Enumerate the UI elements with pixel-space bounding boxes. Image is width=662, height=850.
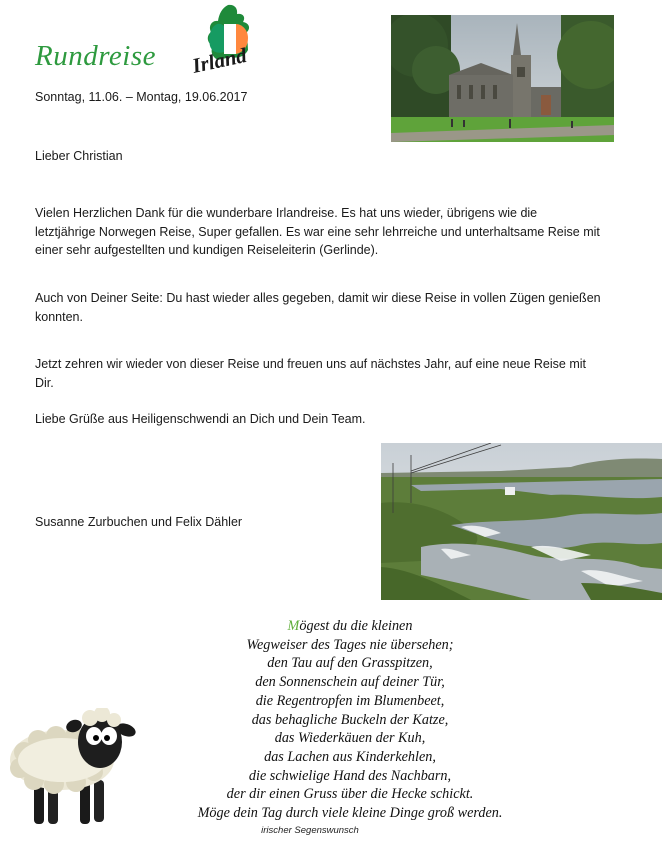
irish-blessing-poem [120, 617, 580, 823]
paragraph-thanks [35, 204, 620, 260]
closing: Liebe Grüße aus Heiligenschwendi an Dich und Dein Team. [35, 412, 366, 426]
poem-source: irischer Segenswunsch [261, 825, 359, 836]
poem-line: das Wiederkäuen der Kuh, [274, 730, 426, 747]
sheep-illustration [4, 708, 138, 832]
text-line: letztjährige Norwegen Reise, Super gefallen. Es war eine sehr lehrreiche und unterhaltsame Reise mit [35, 224, 600, 239]
cathedral-photo [391, 15, 614, 142]
poem-line: das behagliche Buckeln der Katze, [251, 711, 449, 728]
poem-line: Möge dein Tag durch viele kleine Dinge groß werden. [197, 805, 503, 822]
text-line: Vielen Herzlichen Dank für die wunderbare Irlandreise. Es hat uns wieder, übrigens wie die [35, 206, 538, 220]
poem-line: den Sonnenschein auf deiner Tür, [255, 674, 445, 691]
poem-line: Wegweiser des Tages nie übersehen; [246, 636, 454, 653]
text-line: konnten. [35, 309, 83, 324]
poem-line: der dir einen Gruss über die Hecke schickt. [226, 786, 474, 803]
poem-line: die Regentropfen im Blumenbeet, [255, 692, 445, 709]
ireland-logo [188, 2, 266, 80]
text-line: Dir. [35, 375, 54, 390]
poem-line: den Tau auf den Grasspitzen, [267, 655, 433, 672]
text-line: Auch von Deiner Seite: Du hast wieder alles gegeben, damit wir diese Reise in vollen Zügen genießen [35, 291, 601, 305]
river-landscape-photo [381, 443, 662, 600]
logo-text: Irland [190, 43, 249, 78]
paragraph-praise [35, 289, 620, 326]
paragraph-outlook [35, 355, 620, 392]
poem-line: Mögest du die kleinen [287, 618, 413, 634]
text-line: einer sehr aufgestellten und kundigen Reiseleiterin (Gerlinde). [35, 243, 379, 257]
text-line: Jetzt zehren wir wieder von dieser Reise und freuen uns auf nächstes Jahr, auf eine neue Reise mit [35, 357, 587, 371]
signature: Susanne Zurbuchen und Felix Dähler [35, 515, 243, 529]
poem-line: die schwielige Hand des Nachbarn, [248, 767, 452, 784]
poem-line: das Lachen aus Kinderkehlen, [264, 748, 436, 765]
page-title: Rundreise [35, 40, 157, 72]
greeting: Lieber Christian [35, 149, 123, 163]
initial-letter: M [287, 618, 300, 634]
travel-dates: Sonntag, 11.06. – Montag, 19.06.2017 [35, 90, 248, 104]
